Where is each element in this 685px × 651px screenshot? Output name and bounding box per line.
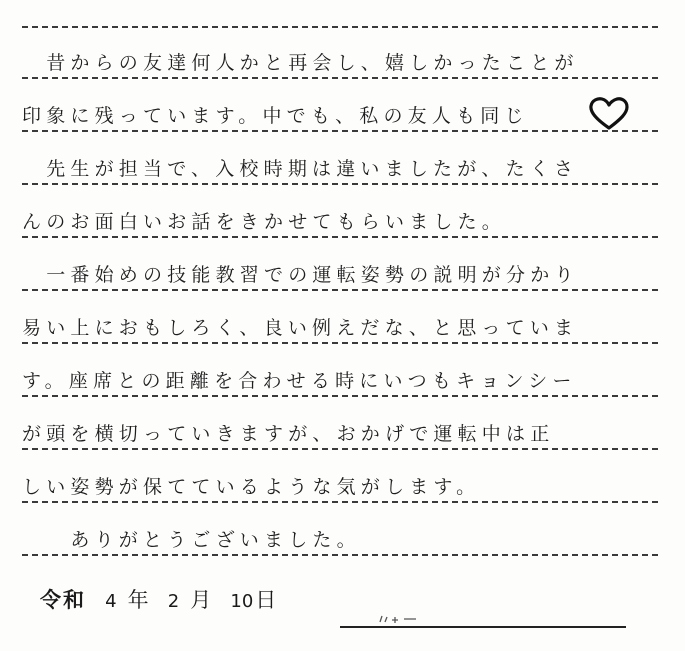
letter-line-text: 昔からの友達何人かと再会し、嬉しかったことが: [22, 52, 579, 74]
letter-line: [22, 185, 658, 238]
signature-line: [340, 626, 626, 628]
letter-line: [22, 79, 658, 132]
letter-line-text: 易い上におもしろく、良い例えだな、と思っていま: [22, 317, 579, 339]
date-day-unit: 日: [255, 588, 277, 612]
letter-line: [22, 291, 658, 344]
date-day: 10: [230, 591, 254, 612]
date-year-unit: 年: [127, 588, 149, 612]
date-era: 令和: [40, 588, 86, 612]
letter-line: [22, 503, 658, 556]
letter-line-text: す。座席との距離を合わせる時にいつもキョンシー: [22, 370, 577, 392]
letter-body: [22, 26, 658, 556]
signature-stroke: [380, 616, 416, 623]
date-month: 2: [167, 591, 180, 612]
letter-line-text: 先生が担当で、入校時期は違いましたが、たくさ: [22, 158, 579, 180]
date-year: 4: [105, 591, 117, 612]
letter-line-text: 印象に残っています。中でも、私の友人も同じ: [22, 105, 529, 127]
date-month-unit: 月: [190, 588, 212, 612]
letter-line-text: しい姿勢が保てているような気がします。: [22, 476, 481, 498]
signature-marks: [376, 612, 436, 626]
letter-line: [22, 397, 658, 450]
letter-line-text: 一番始めの技能教習での運転姿勢の説明が分かり: [22, 264, 579, 286]
letter-line: [22, 26, 658, 79]
heart-icon: [588, 96, 630, 132]
letter-line: [22, 344, 658, 397]
letter-line: [22, 132, 658, 185]
letter-line: [22, 238, 658, 291]
letter-date: [40, 584, 276, 614]
letter-line: [22, 450, 658, 503]
letter-line-text: んのお面白いお話をきかせてもらいました。: [22, 211, 507, 233]
letter-line-text: が頭を横切っていきますが、おかげで運転中は正: [22, 423, 555, 445]
letter-line-text: ありがとうございました。: [22, 529, 361, 551]
heart-outline: [591, 99, 627, 128]
